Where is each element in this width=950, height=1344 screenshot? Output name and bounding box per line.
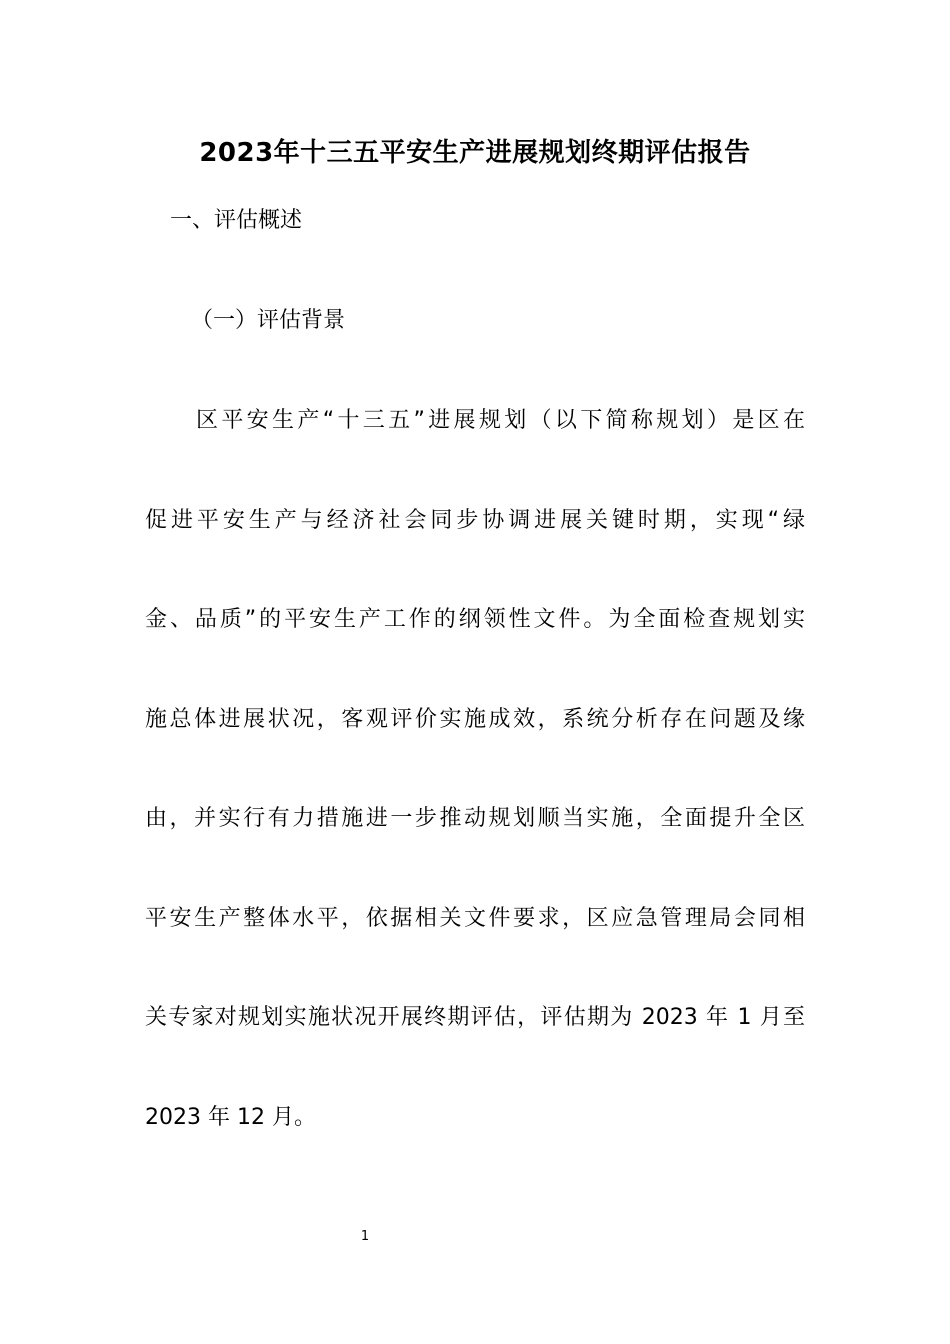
section-heading: 一、评估概述 <box>170 208 303 233</box>
paragraph-line: 关专家对规划实施状况开展终期评估，评估期为 2023 年 1 月至 <box>145 1005 805 1030</box>
paragraph-line: 由，并实行有力措施进一步推动规划顺当实施，全面提升全区 <box>145 806 805 831</box>
document-title: 2023年十三五平安生产进展规划终期评估报告 <box>199 138 751 168</box>
paragraph-line: 区平安生产“十三五”进展规划（以下简称规划）是区在 <box>196 408 805 433</box>
paragraph-line: 施总体进展状况，客观评价实施成效，系统分析存在问题及缘 <box>145 707 805 732</box>
paragraph-line: 促进平安生产与经济社会同步协调进展关键时期，实现“绿 <box>145 508 805 533</box>
paragraph-line: 金、品质”的平安生产工作的纲领性文件。为全面检查规划实 <box>145 607 805 632</box>
paragraph-line: 平安生产整体水平，依据相关文件要求，区应急管理局会同相 <box>145 906 805 931</box>
subsection-heading: （一）评估背景 <box>191 308 346 333</box>
paragraph-line: 2023 年 12 月。 <box>145 1105 316 1130</box>
page-number: 1 <box>360 1229 370 1244</box>
